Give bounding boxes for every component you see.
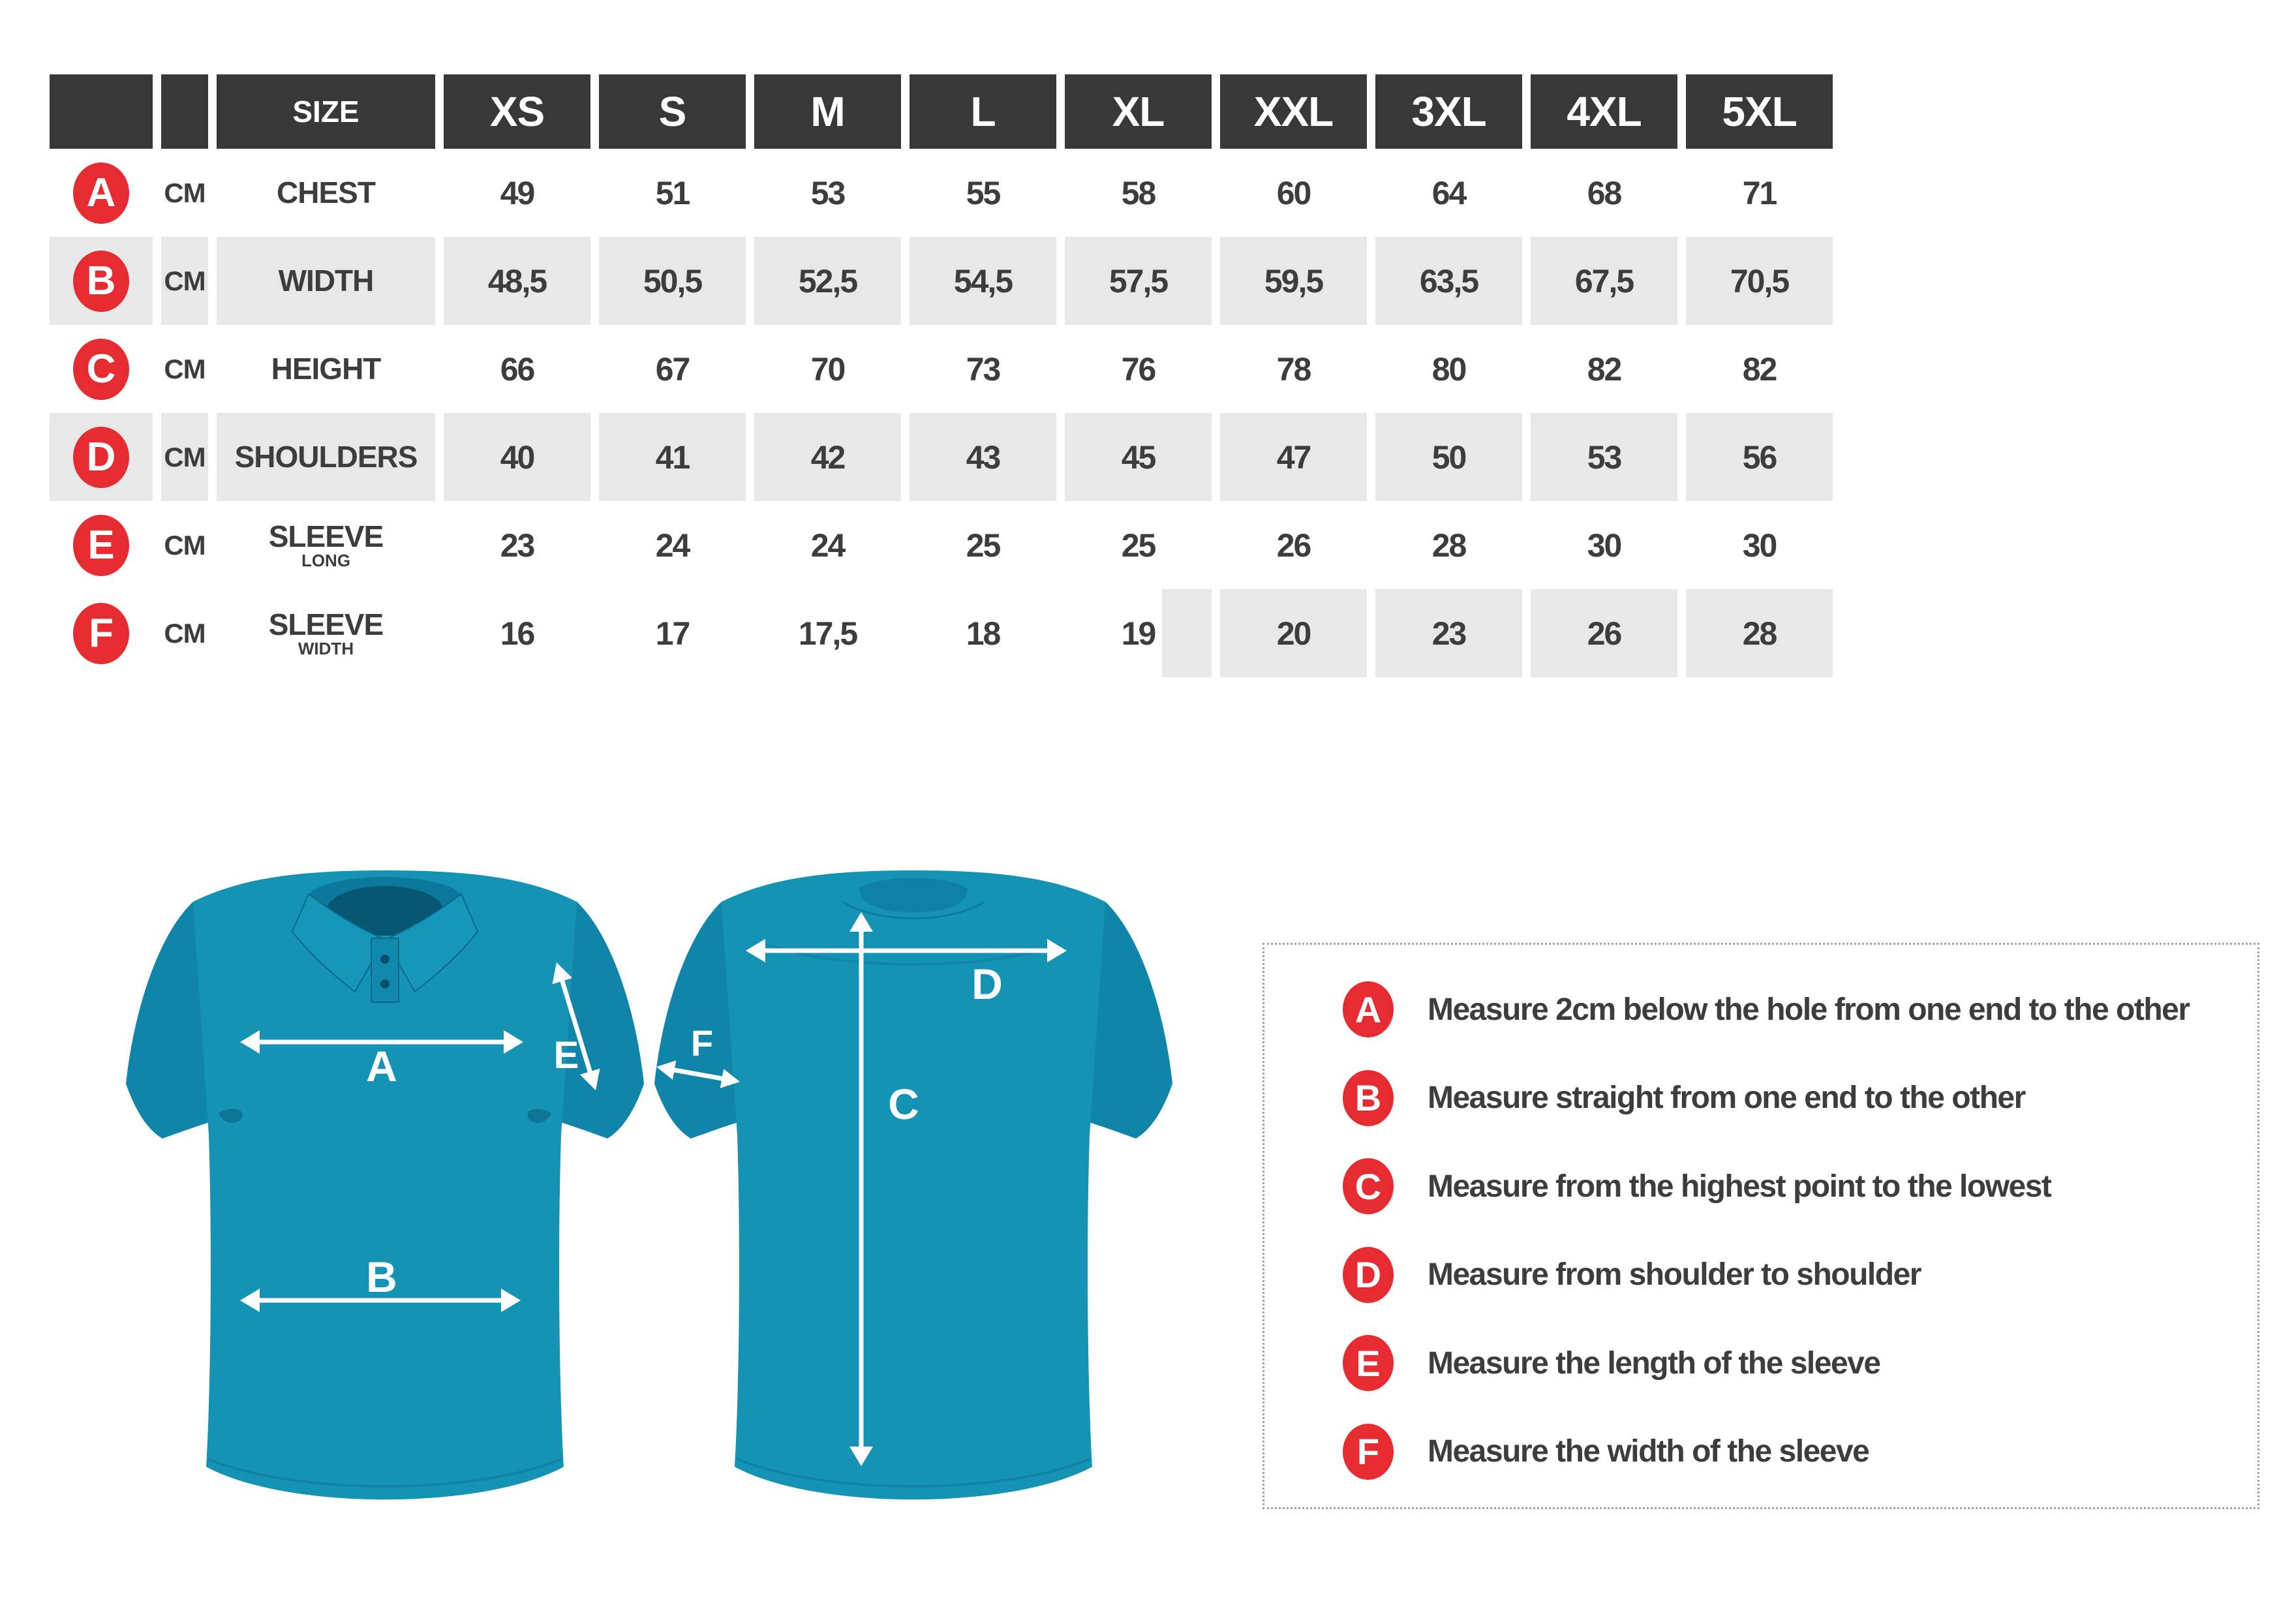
row-a-value-m: 53 [810, 174, 845, 211]
measurement-legend [1262, 943, 2259, 1509]
row-a-label: CHEST [277, 176, 375, 210]
row-e-value-xxl: 26 [1276, 527, 1311, 564]
row-f-unit: CM [164, 617, 206, 649]
row-f-value-5xl: 28 [1686, 589, 1833, 677]
row-a-value-xl: 58 [1121, 174, 1155, 211]
row-f-value-l: 18 [966, 615, 1000, 652]
badge-e: E [73, 515, 129, 576]
legend-item-b [1343, 1070, 2238, 1126]
back-collar-band [859, 878, 968, 913]
legend-text-d: Measure from shoulder to shoulder [1428, 1257, 1921, 1293]
row-d-label-cell [217, 413, 435, 501]
row-a-value-s: 51 [655, 174, 690, 211]
row-c-unit: CM [164, 353, 206, 384]
row-c-label: HEIGHT [271, 352, 381, 386]
header-col-s: S [599, 74, 746, 149]
back-sleeve-arrow-label: F [690, 1022, 714, 1064]
size-chart-table [50, 74, 1833, 677]
legend-item-d [1343, 1247, 2238, 1303]
badge-d: D [73, 427, 129, 488]
row-b-badge-cell [50, 237, 153, 325]
row-a-label-cell [217, 149, 435, 237]
row-d-value-l: 43 [910, 413, 1056, 501]
row-d-value-xl: 45 [1065, 413, 1212, 501]
header-corner-cell-unit [161, 74, 208, 149]
row-b-value-s: 50,5 [599, 237, 746, 325]
row-d-value-xxl: 47 [1220, 413, 1367, 501]
header-size-cell [217, 74, 435, 149]
row-a-badge-cell [50, 149, 153, 237]
row-a-value-l: 55 [966, 174, 1000, 211]
row-c-value-s: 67 [655, 350, 690, 388]
row-e-value-l: 25 [966, 527, 1000, 564]
row-e-value-xs: 23 [500, 527, 534, 564]
front-sleeve-arrow-label: E [553, 1034, 579, 1077]
row-c-value-4xl: 82 [1587, 350, 1621, 388]
row-a-unit: CM [164, 177, 206, 208]
header-col-m: M [754, 74, 901, 149]
front-placket [371, 938, 399, 1002]
row-c-value-xs: 66 [500, 350, 534, 388]
front-button-bottom [380, 979, 390, 988]
row-a-value-5xl: 71 [1742, 174, 1777, 211]
row-e-label-cell [217, 501, 435, 589]
row-c-badge-cell [50, 325, 153, 413]
row-f-badge-cell [50, 589, 153, 677]
row-f-value-xs: 16 [500, 615, 534, 652]
row-b-value-m: 52,5 [754, 237, 901, 325]
badge-f: F [73, 603, 129, 664]
header-col-4xl: 4XL [1531, 74, 1677, 149]
row-f-value-m: 17,5 [798, 615, 857, 652]
row-e-unit: CM [164, 529, 206, 560]
row-f-value-s: 17 [655, 615, 690, 652]
header-col-xl: XL [1065, 74, 1212, 149]
row-a-value-4xl: 68 [1587, 174, 1621, 211]
row-b-value-l: 54,5 [910, 237, 1056, 325]
row-d-label: SHOULDERS [234, 440, 418, 474]
row-f-sublabel: WIDTH [298, 638, 354, 658]
legend-text-a: Measure 2cm below the hole from one end to the other [1428, 992, 2190, 1027]
row-b-value-3xl: 63,5 [1375, 237, 1522, 325]
legend-badge-b: B [1343, 1070, 1394, 1126]
polo-back-diagram [649, 861, 1178, 1520]
header-corner-cell-badge [50, 74, 153, 149]
badge-c: C [73, 339, 129, 400]
row-d-value-4xl: 53 [1531, 413, 1677, 501]
legend-badge-a: A [1343, 981, 1394, 1037]
row-c-value-xl: 76 [1121, 350, 1155, 388]
row-e-value-s: 24 [655, 527, 690, 564]
front-chest-arrow-label: A [366, 1042, 397, 1090]
row-d-badge-cell [50, 413, 153, 501]
row-e-value-xl: 25 [1121, 527, 1155, 564]
header-col-l: L [910, 74, 1056, 149]
header-col-3xl: 3XL [1375, 74, 1522, 149]
legend-item-c [1343, 1158, 2238, 1214]
row-c-label-cell [217, 325, 435, 413]
legend-text-b: Measure straight from one end to the other [1428, 1080, 2025, 1116]
back-shoulders-arrow-label: D [971, 960, 1003, 1008]
row-e-label: SLEEVE [268, 519, 384, 553]
row-b-unit: CM [161, 237, 208, 325]
row-a-value-3xl: 64 [1431, 174, 1466, 211]
legend-text-c: Measure from the highest point to the lowest [1428, 1169, 2051, 1204]
row-c-value-xxl: 78 [1276, 350, 1311, 388]
row-f-value-xl [1065, 589, 1212, 677]
front-button-top [380, 955, 390, 964]
row-e-sublabel: LONG [301, 550, 351, 570]
row-d-value-xs: 40 [444, 413, 590, 501]
row-b-value-5xl: 70,5 [1686, 237, 1833, 325]
row-c-value-3xl: 80 [1431, 350, 1466, 388]
row-f-value-xl-text: 19 [1121, 615, 1155, 652]
header-col-5xl: 5XL [1686, 74, 1833, 149]
row-f-value-xxl: 20 [1220, 589, 1367, 677]
back-height-arrow-label: C [888, 1080, 919, 1128]
row-f-value-4xl: 26 [1531, 589, 1677, 677]
legend-text-e: Measure the length of the sleeve [1428, 1345, 1880, 1381]
row-d-value-3xl: 50 [1375, 413, 1522, 501]
polo-front-diagram [121, 861, 649, 1520]
row-b-label: WIDTH [278, 264, 374, 298]
row-a-value-xs: 49 [500, 174, 534, 211]
legend-badge-e: E [1343, 1335, 1394, 1391]
legend-item-f [1343, 1424, 2238, 1480]
row-e-value-5xl: 30 [1742, 527, 1777, 564]
legend-text-f: Measure the width of the sleeve [1428, 1434, 1869, 1469]
badge-b: B [73, 251, 129, 312]
row-f-value-3xl: 23 [1375, 589, 1522, 677]
row-b-label-cell [217, 237, 435, 325]
partial-gray-block [1162, 589, 1212, 677]
legend-badge-c: C [1343, 1158, 1394, 1214]
row-b-value-xs: 48,5 [444, 237, 590, 325]
legend-badge-f: F [1343, 1424, 1394, 1480]
row-d-value-5xl: 56 [1686, 413, 1833, 501]
row-c-value-m: 70 [810, 350, 845, 388]
row-b-value-xl: 57,5 [1065, 237, 1212, 325]
front-hem-arrow-label: B [366, 1253, 397, 1301]
header-col-xxl: XXL [1220, 74, 1367, 149]
row-d-value-s: 41 [599, 413, 746, 501]
row-b-value-4xl: 67,5 [1531, 237, 1677, 325]
badge-a: A [73, 162, 129, 224]
row-e-value-3xl: 28 [1431, 527, 1466, 564]
row-c-value-l: 73 [966, 350, 1000, 388]
header-col-xs: XS [444, 74, 590, 149]
row-a-value-xxl: 60 [1276, 174, 1311, 211]
legend-badge-d: D [1343, 1247, 1394, 1303]
row-d-unit: CM [161, 413, 208, 501]
row-b-value-xxl: 59,5 [1220, 237, 1367, 325]
row-e-value-4xl: 30 [1587, 527, 1621, 564]
legend-item-e [1343, 1335, 2238, 1391]
row-d-value-m: 42 [754, 413, 901, 501]
size-header-label: SIZE [292, 95, 359, 129]
row-e-value-m: 24 [810, 527, 845, 564]
legend-item-a [1343, 981, 2238, 1037]
row-f-label-cell [217, 589, 435, 677]
row-c-value-5xl: 82 [1742, 350, 1777, 388]
row-f-label: SLEEVE [268, 607, 384, 641]
row-e-badge-cell [50, 501, 153, 589]
